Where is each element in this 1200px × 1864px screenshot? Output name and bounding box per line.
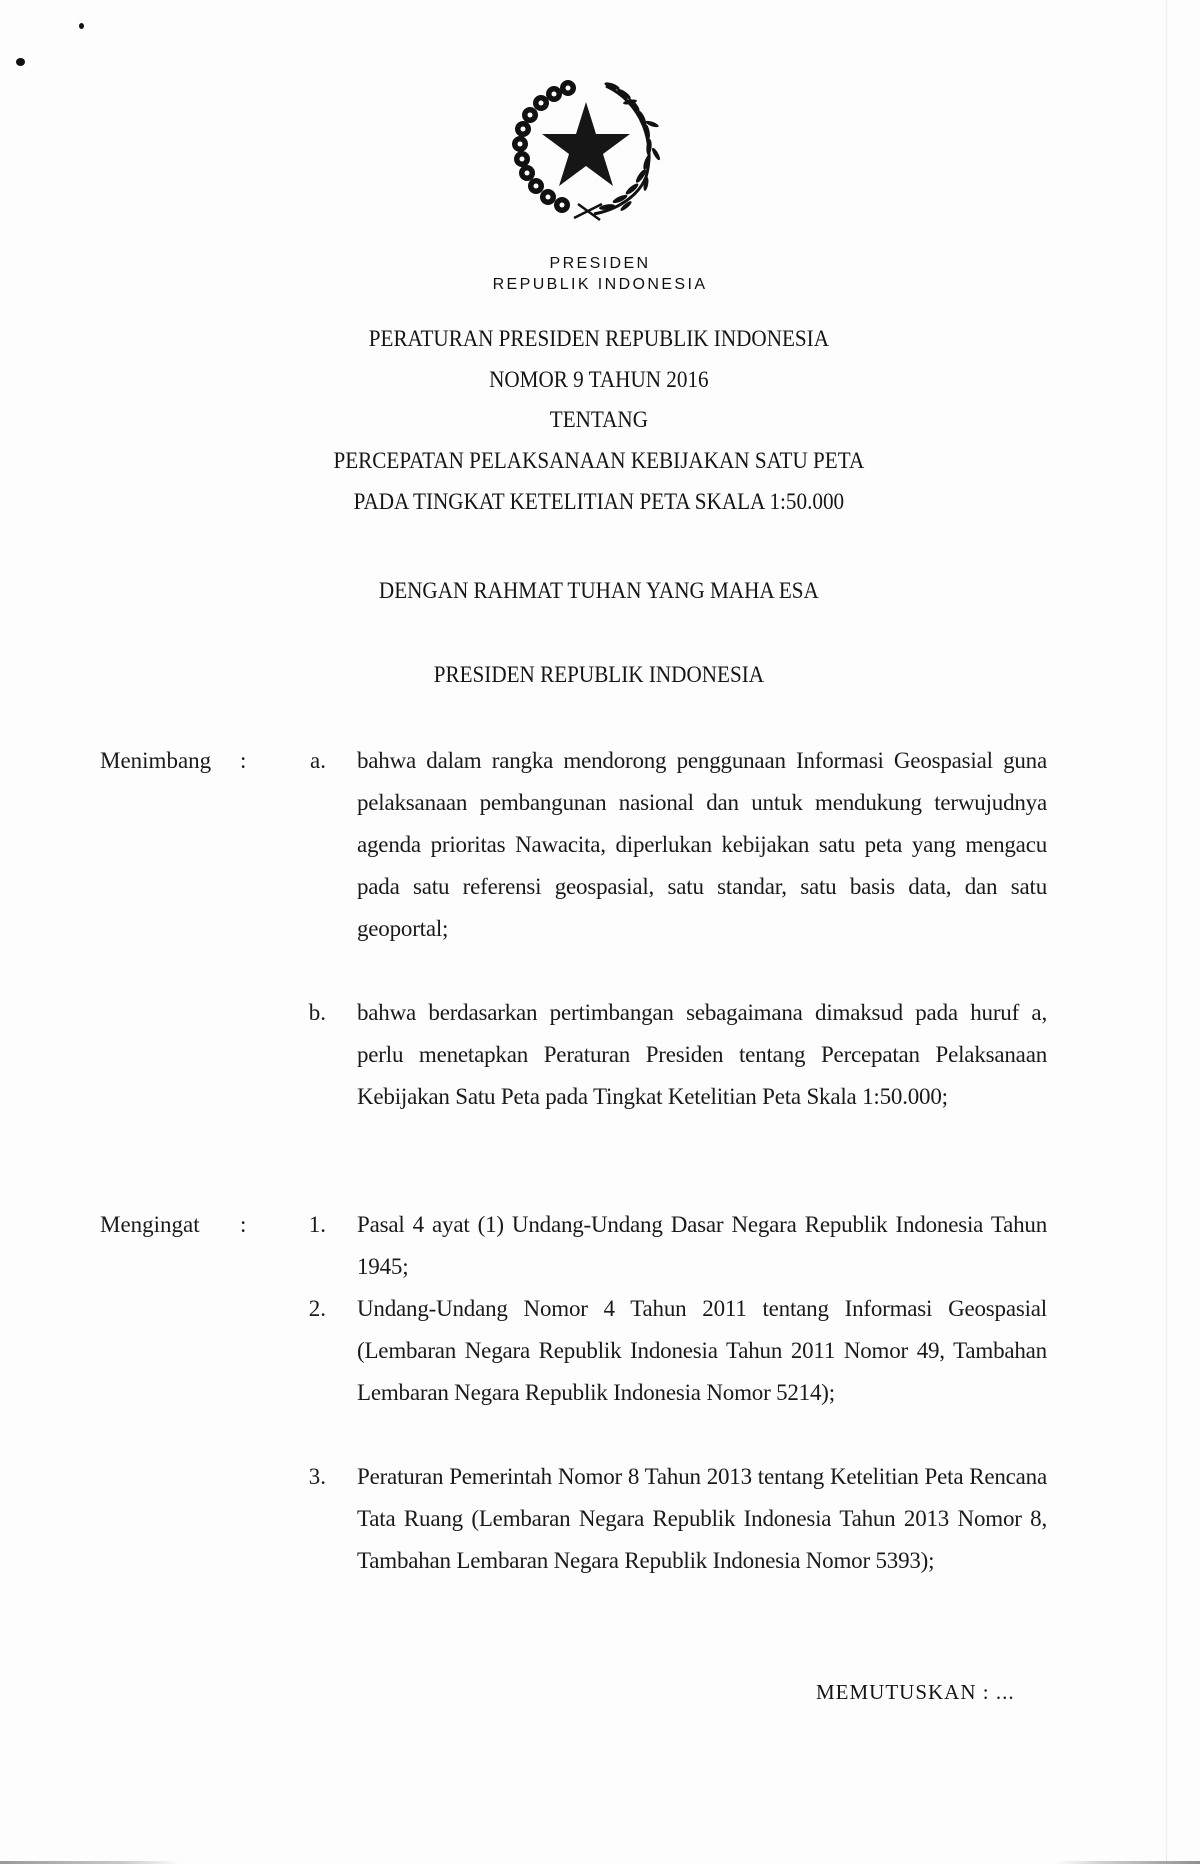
menimbang-item-a: bahwa dalam rangka mendorong penggunaan Informasi Geospasial guna pelaksanaan pembangunan nasional dan untuk mendukung terwujudnya agenda prioritas Nawacita, diperlukan kebijakan satu peta yang mengacu pada satu referensi geospasial, satu standar, satu basis data, dan satu geoportal; [357,748,1047,941]
scan-speck [79,23,84,29]
invocation: DENGAN RAHMAT TUHAN YANG MAHA ESA [378,578,819,603]
presidential-emblem-icon [506,72,666,224]
menimbang-marker-a: a. [310,748,326,773]
scan-speck [16,58,25,66]
mengingat-marker-1: 1. [308,1212,326,1237]
mengingat-marker-2: 2. [308,1296,326,1321]
mengingat-marker-3: 3. [308,1464,326,1489]
menimbang-colon: : [240,748,247,773]
mengingat-item-2: Undang-Undang Nomor 4 Tahun 2011 tentang Informasi Geospasial (Lembaran Negara Republik Indonesia Tahun 2011 Nomor 49, Tambahan Lembaran Negara Republik Indonesia Nomor 5214); [357,1296,1047,1405]
menimbang-marker-b: b. [308,1000,326,1025]
mengingat-label: Mengingat [100,1212,200,1237]
letterhead-line-1: PRESIDEN [549,255,651,272]
authority: PRESIDEN REPUBLIK INDONESIA [433,662,765,687]
title-line-4: PERCEPATAN PELAKSANAAN KEBIJAKAN SATU PETA [333,448,865,473]
title-line-1: PERATURAN PRESIDEN REPUBLIK INDONESIA [368,326,830,351]
continuation-catchword: MEMUTUSKAN : ... [816,1680,1015,1704]
letterhead-line-2: REPUBLIK INDONESIA [492,276,708,293]
mengingat-colon: : [240,1212,247,1237]
menimbang-label: Menimbang [100,748,212,773]
title-line-5: PADA TINGKAT KETELITIAN PETA SKALA 1:50.000 [353,489,845,514]
mengingat-item-1: Pasal 4 ayat (1) Undang-Undang Dasar Negara Republik Indonesia Tahun 1945; [357,1212,1047,1279]
menimbang-item-b: bahwa berdasarkan pertimbangan sebagaimana dimaksud pada huruf a, perlu menetapkan Peraturan Presiden tentang Percepatan Pelaksanaan Kebijakan Satu Peta pada Tingkat Ketelitian Peta Skala 1:50.000; [357,1000,1047,1109]
mengingat-item-3: Peraturan Pemerintah Nomor 8 Tahun 2013 tentang Ketelitian Peta Rencana Tata Ruang (Lembaran Negara Republik Indonesia Tahun 2013 Nomor 8, Tambahan Lembaran Negara Republik Indonesia Nomor 5393); [357,1464,1047,1573]
title-line-2: NOMOR 9 TAHUN 2016 [489,367,709,392]
title-line-3: TENTANG [549,407,648,432]
